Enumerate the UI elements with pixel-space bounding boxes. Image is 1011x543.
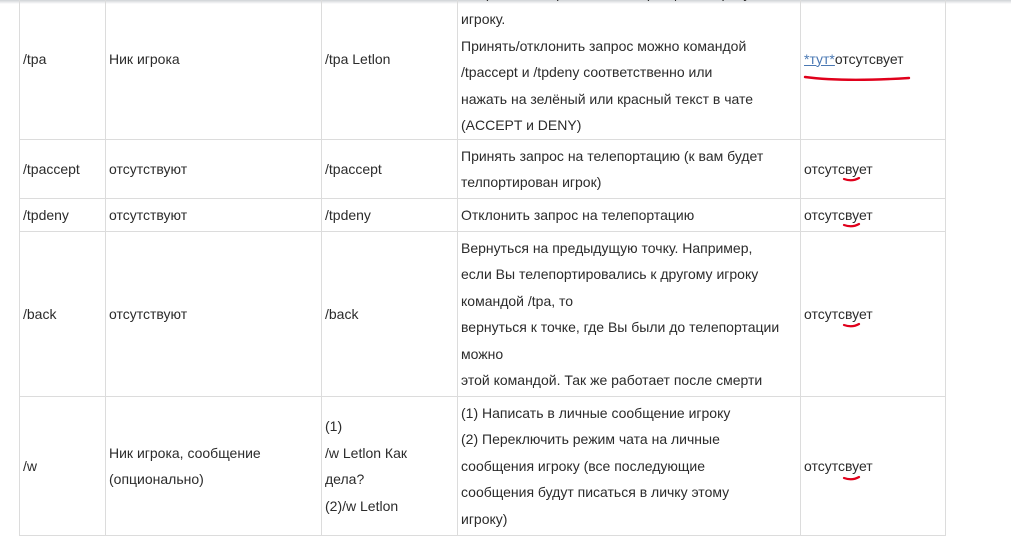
status-cell [801,397,946,536]
example-cell [322,397,458,536]
description-line: (ACCEPT и DENY) [461,117,582,133]
table-row [20,140,946,199]
status-text: отсутсвует [804,160,873,177]
table-row [20,397,946,536]
command-cell: /tpa [20,0,106,140]
description-line: /tpaccept и /tpdeny соответственно или [461,64,713,80]
description-line: можно [461,345,504,362]
description-line: сообщения будут писаться в личку этому [461,484,730,501]
args-cell: Ник игрока [106,0,322,140]
command-cell: /tpaccept [20,140,106,199]
args-line: Ник игрока, сообщение [109,444,261,461]
example-line: дела? [325,471,365,487]
description-line: если Вы телепортировались к другому игроку [461,266,759,282]
status-cell [801,140,946,199]
description-line: игроку. [461,11,506,27]
command-cell: /back [20,232,106,397]
status-cell [801,0,946,140]
args-cell: отсутствуют [106,232,322,397]
description-line: игроку) [461,510,508,527]
description-line: вернуться к точке, где Вы были до телепортации [461,319,780,335]
status-text: отсутсвует [834,50,904,67]
table-row [20,0,946,140]
status-text: отсутсвует [804,206,873,223]
description-line: нажать на зелёный или красный текст в чате [461,90,754,107]
args-cell: отсутствуют [106,140,322,199]
status-text: отсутсвует [804,457,873,474]
description-line: командой /tpa, то [461,292,574,309]
args-cell [106,397,322,536]
description-line: телпортирован игрок) [461,174,602,190]
example-line: /w Letlon Как [325,444,407,461]
red-underline-annotation [842,321,862,329]
description-cell [458,0,801,140]
description-line: Принять запрос на телепортацию (к вам будет [461,147,764,164]
description-line: Вернуться на предыдущую точку. Например, [461,239,753,256]
command-cell: /w [20,397,106,536]
description-cell [458,232,801,397]
status-link[interactable]: *тут* [804,50,835,67]
args-line: (опционально) [109,471,204,487]
description-line: (1) Написать в личные сообщение игроку [461,404,731,421]
description-line: Отклонить запрос на телепортацию [461,206,695,223]
description-cell [458,397,801,536]
red-underline-annotation [842,474,862,482]
description-line [461,0,796,6]
example-cell: /back [322,232,458,397]
red-underline-annotation [803,72,913,84]
example-cell: /tpa Letlon [322,0,458,140]
description-line: сообщения игроку (все последующие [461,457,706,474]
description-cell [458,199,801,232]
table-row [20,232,946,397]
example-line: (1) [325,418,343,434]
command-cell: /tpdeny [20,199,106,232]
status-text: отсутсвует [804,305,873,322]
example-cell: /tpaccept [322,140,458,199]
status-cell [801,232,946,397]
description-line: Принять/отклонить запрос можно командой [461,37,747,54]
args-cell: отсутствуют [106,199,322,232]
status-cell [801,199,946,232]
description-cell [458,140,801,199]
table-row [20,199,946,232]
example-line: (2)/w Letlon [325,497,399,514]
example-cell: /tpdeny [322,199,458,232]
description-line: этой командой. Так же работает после смерти [461,372,763,388]
commands-table [19,0,946,536]
description-line: (2) Переключить режим чата на личные [461,431,720,448]
